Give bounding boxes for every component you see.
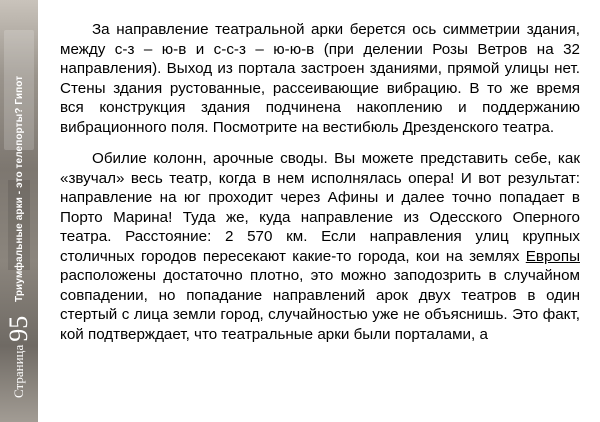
paragraph-2 (60, 149, 580, 344)
document-body (60, 20, 580, 344)
paragraph-1: За направление театральной арки берется ось симметрии здания, между с-з – ю-в и с-с-з – ю-ю-в (при делении Розы Ветров на 32 направления). Выход из портала застроен зданиями, прямой улицы нет. Стены здания рустованные, рассеивающие вибрацию. В то же время вся конструкция здания подчинена накоплению и поддержанию вибрационного поля. Посмотрите на вестибюль Дрезденского театра. (60, 21, 580, 136)
paragraph-2-text-a: Обилие колонн, арочные своды. Вы можете представить себе, как «звучал» весь театр, когда в нем исполнялась опера! И вот результат: направление на юг проходит через Афины и далее точно попадает в Порто Марина! Туда же, куда направление из Одесского Оперного театра. Расстояние: 2 570 км. Если направления улиц крупных столичных городов пересекают какие-то города, кои на землях (60, 150, 580, 265)
page-number: 95 (4, 315, 33, 342)
page-label (0, 316, 38, 398)
europe-link[interactable]: Европы (525, 247, 580, 265)
running-title: Триумфальные арки - это телепорты? Гипот (13, 75, 25, 302)
vertical-caption (0, 0, 38, 422)
side-photo-strip (0, 0, 38, 422)
page-word: Страница (11, 344, 26, 398)
paragraph-2-text-b: расположены достаточно плотно, это можно заподозрить в случайном совпадении, но попадание направлений арок двух театров в один стертый с лица земли город, случайностью уже не объяснишь. Это факт, кой подтверждает, что театральные арки были порталами, а (60, 267, 580, 343)
